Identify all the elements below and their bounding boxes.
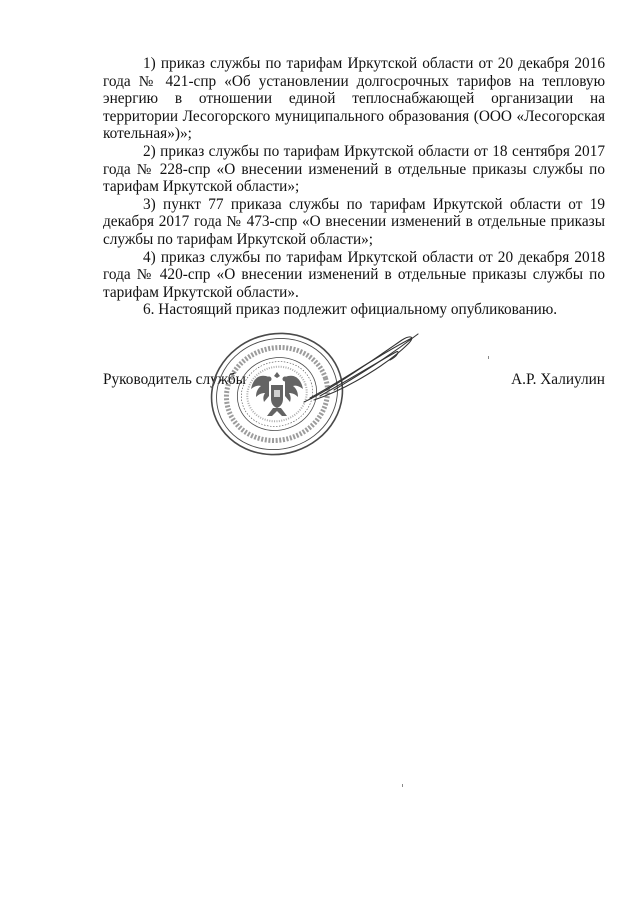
scan-speck xyxy=(402,784,403,787)
publication-clause: 6. Настоящий приказ подлежит официальному опубликованию. xyxy=(143,301,558,319)
list-item-3: 3) пункт 77 приказа службы по тарифам Иркутской области от 19 декабря 2017 года № 473-спр «О внесении изменений в отдельные приказы службы по тарифам Иркутской области»; xyxy=(103,195,605,248)
handwritten-signature-icon xyxy=(300,332,420,406)
signer-name: А.Р. Халиулин xyxy=(511,371,605,388)
list-item-4: 4) приказ службы по тарифам Иркутской области от 20 декабря 2018 года № 420-спр «О внесении изменений в отдельные приказы службы по тарифам Иркутской области». xyxy=(103,248,605,301)
list-item-1: 1) приказ службы по тарифам Иркутской области от 20 декабря 2016 года № 421-спр «Об установлении долгосрочных тарифов на тепловую энергию в отношении единой теплоснабжающей организации на территории Лесогорского муниципального образования (ООО «Лесогорская котельная»)»; xyxy=(103,55,605,143)
document-body xyxy=(103,55,605,319)
scan-speck xyxy=(488,356,489,359)
list-item-2: 2) приказ службы по тарифам Иркутской области от 18 сентября 2017 года № 228-спр «О внесении изменений в отдельные приказы службы по тарифам Иркутской области»; xyxy=(103,142,605,196)
signer-title: Руководитель службы xyxy=(103,371,246,388)
